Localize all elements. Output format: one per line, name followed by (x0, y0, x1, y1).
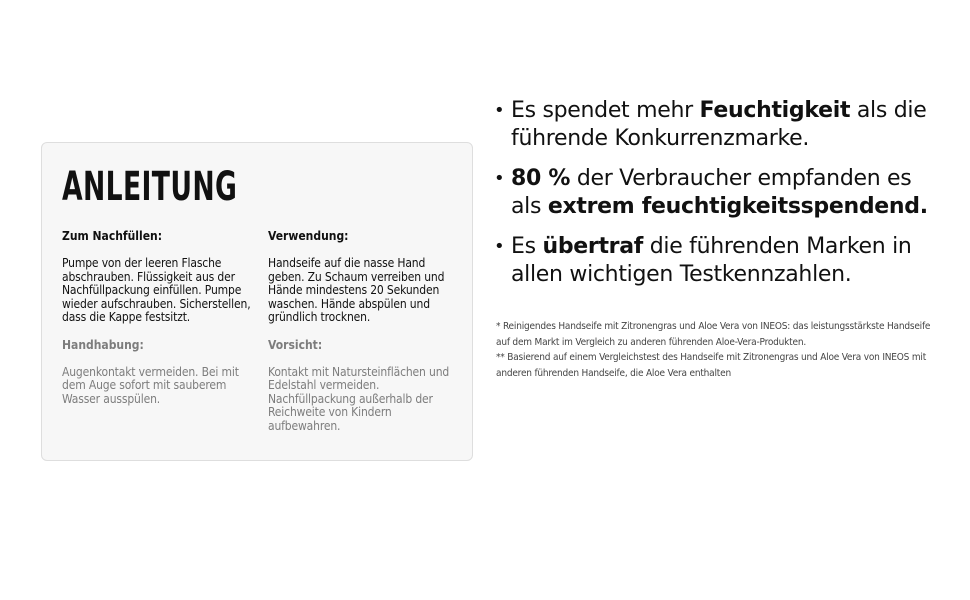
bullet-text: Es (511, 234, 543, 259)
bullet-text: als die führende Konkurrenzmarke. (511, 98, 927, 151)
usage-heading: Verwendung: (268, 229, 349, 243)
bullet-emphasis: Feuchtigkeit (699, 98, 851, 123)
usage-text: Handseife auf die nasse Hand geben. Zu Schaum verreiben und Hände mindestens 20 Sekunden waschen. Hände abspülen und gründlich trocknen. (268, 256, 445, 324)
instructions-card (41, 142, 473, 461)
footnote-double-asterisk: ** Basierend auf einem Vergleichstest des Handseife mit Zitronengras und Aloe Vera von INEOS mit anderen führenden Handseife, die Aloe Vera enthalten (496, 352, 927, 379)
card-title: ANLEITUNG (62, 164, 238, 210)
bullet-emphasis: extrem feuchtigkeitsspendend. (547, 193, 928, 219)
footnotes (496, 319, 940, 381)
footnote-single-asterisk: * Reinigendes Handseife mit Zitronengras und Aloe Vera von INEOS: das leistungsstärkste Handseife auf dem Markt im Vergleich zu anderen führenden Aloe-Vera-Produkten. (496, 321, 931, 348)
handling-heading: Handhabung: (62, 337, 144, 352)
benefit-bullet (494, 233, 944, 288)
bullet-marker: • (494, 100, 505, 121)
benefit-bullet (494, 165, 944, 220)
bullet-marker: • (494, 236, 505, 257)
bullet-marker: • (494, 168, 505, 189)
instructions-right-column (268, 230, 460, 433)
instructions-left-column (62, 230, 254, 406)
caution-heading: Vorsicht: (268, 337, 323, 352)
refill-heading: Zum Nachfüllen: (62, 229, 163, 243)
bullet-text: der Verbraucher empfanden es als (511, 166, 912, 219)
caution-text: Kontakt mit Natursteinflächen und Edelstahl vermeiden. Nachfüllpackung außerhalb der Reichweite von Kindern aufbewahren. (268, 364, 450, 433)
bullet-text: die führenden Marken in allen wichtigen Testkennzahlen. (511, 234, 912, 287)
bullet-emphasis: 80 % (511, 166, 571, 191)
handling-text: Augenkontakt vermeiden. Bei mit dem Auge sofort mit sauberem Wasser ausspülen. (62, 364, 239, 406)
benefit-bullet-list (494, 97, 944, 301)
bullet-emphasis: übertraf (542, 234, 644, 259)
refill-text: Pumpe von der leeren Flasche abschrauben. Flüssigkeit aus der Nachfüllpackung einfüllen. Pumpe wieder aufschrauben. Sicherstellen, dass die Kappe festsitzt. (62, 256, 251, 324)
benefit-bullet (494, 97, 944, 152)
bullet-text: Es spendet mehr (511, 98, 700, 123)
